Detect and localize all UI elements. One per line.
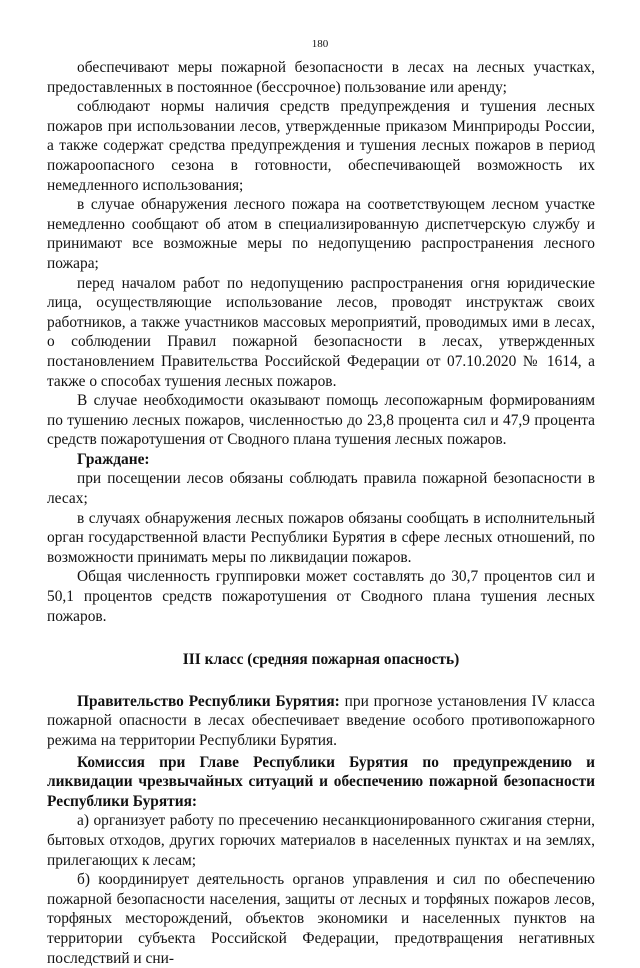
government-text: при прогнозе установления IV класса пожарной опасности в лесах обеспечивает введение особого противопожарного режима на территории Республики Бурятия. [47,692,595,749]
paragraph: в случаях обнаружения лесных пожаров обязаны сообщать в исполнительный орган государственной власти Республики Бурятия в сфере лесных отношений, по возможности принимать меры по ликвидации пожаров. [47,509,595,566]
paragraph: при посещении лесов обязаны соблюдать правила пожарной безопасности в лесах; [47,470,595,508]
government-paragraph [47,692,595,751]
paragraph: в случае обнаружения лесного пожара на соответствующем лесном участке немедленно сообщают об атом в специализированную диспетчерскую службу и принимают все возможные меры по недопущению распространения лесного пожара; [47,196,595,272]
paragraph: В случае необходимости оказывают помощь лесопожарным формированиям по тушению лесных пожаров, численностью до 23,8 процента сил и 47,9 процента средств пожаротушения от Сводного плана тушения лесных пожаров. [47,392,595,449]
paragraph: б) координирует деятельность органов управления и сил по обеспечению пожарной безопасности населения, защиты от лесных и торфяных пожаров лесов, торфяных месторождений, объектов экономики и населенных пунктов на территории субъекта Российской Федерации, предотвращения негативных последствий и сни- [47,871,595,967]
paragraph: соблюдают нормы наличия средств предупреждения и тушения лесных пожаров при использовании лесов, утвержденные приказом Минприроды России, а также содержат средства предупреждения и тушения лесных пожаров в период пожароопасного сезона в готовности, обеспечивающей возможность их немедленного использования; [47,98,595,194]
paragraph: обеспечивают меры пожарной безопасности в лесах на лесных участках, предоставленных в постоянное (бессрочное) пользование или аренду; [47,59,595,96]
page-number: 180 [311,38,329,50]
paragraph: а) организует работу по пресечению несанкционированного сжигания стерни, бытовых отходов, других горючих материалов в населенных пунктах и на землях, прилегающих к лесам; [47,812,595,869]
paragraph: перед началом работ по недопущению распространения огня юридические лица, осуществляющие использование лесов, проводят инструктаж своих работников, а также участников массовых мероприятий, проводимых ими в лесах, о соблюдении Правил пожарной безопасности в лесах, утвержденных постановлением Правительства Российской Федерации от 07.10.2020 № 1614, а также о способах тушения лесных пожаров. [47,274,595,390]
paragraph: Общая численность группировки может составлять до 30,7 процентов сил и 50,1 процентов средств пожаротушения от Сводного плана тушения лесных пожаров. [47,568,595,625]
citizens-heading: Граждане: [77,450,150,468]
section-title: III класс (средняя пожарная опасность) [182,651,460,669]
commission-heading: Комиссия при Главе Республики Бурятия по предупреждению и ликвидации чрезвычайных ситуаций и обеспечению пожарной безопасности Республики Бурятия: [47,753,595,810]
document-body [47,58,595,968]
government-label: Правительство Республики Бурятия: [77,692,340,710]
